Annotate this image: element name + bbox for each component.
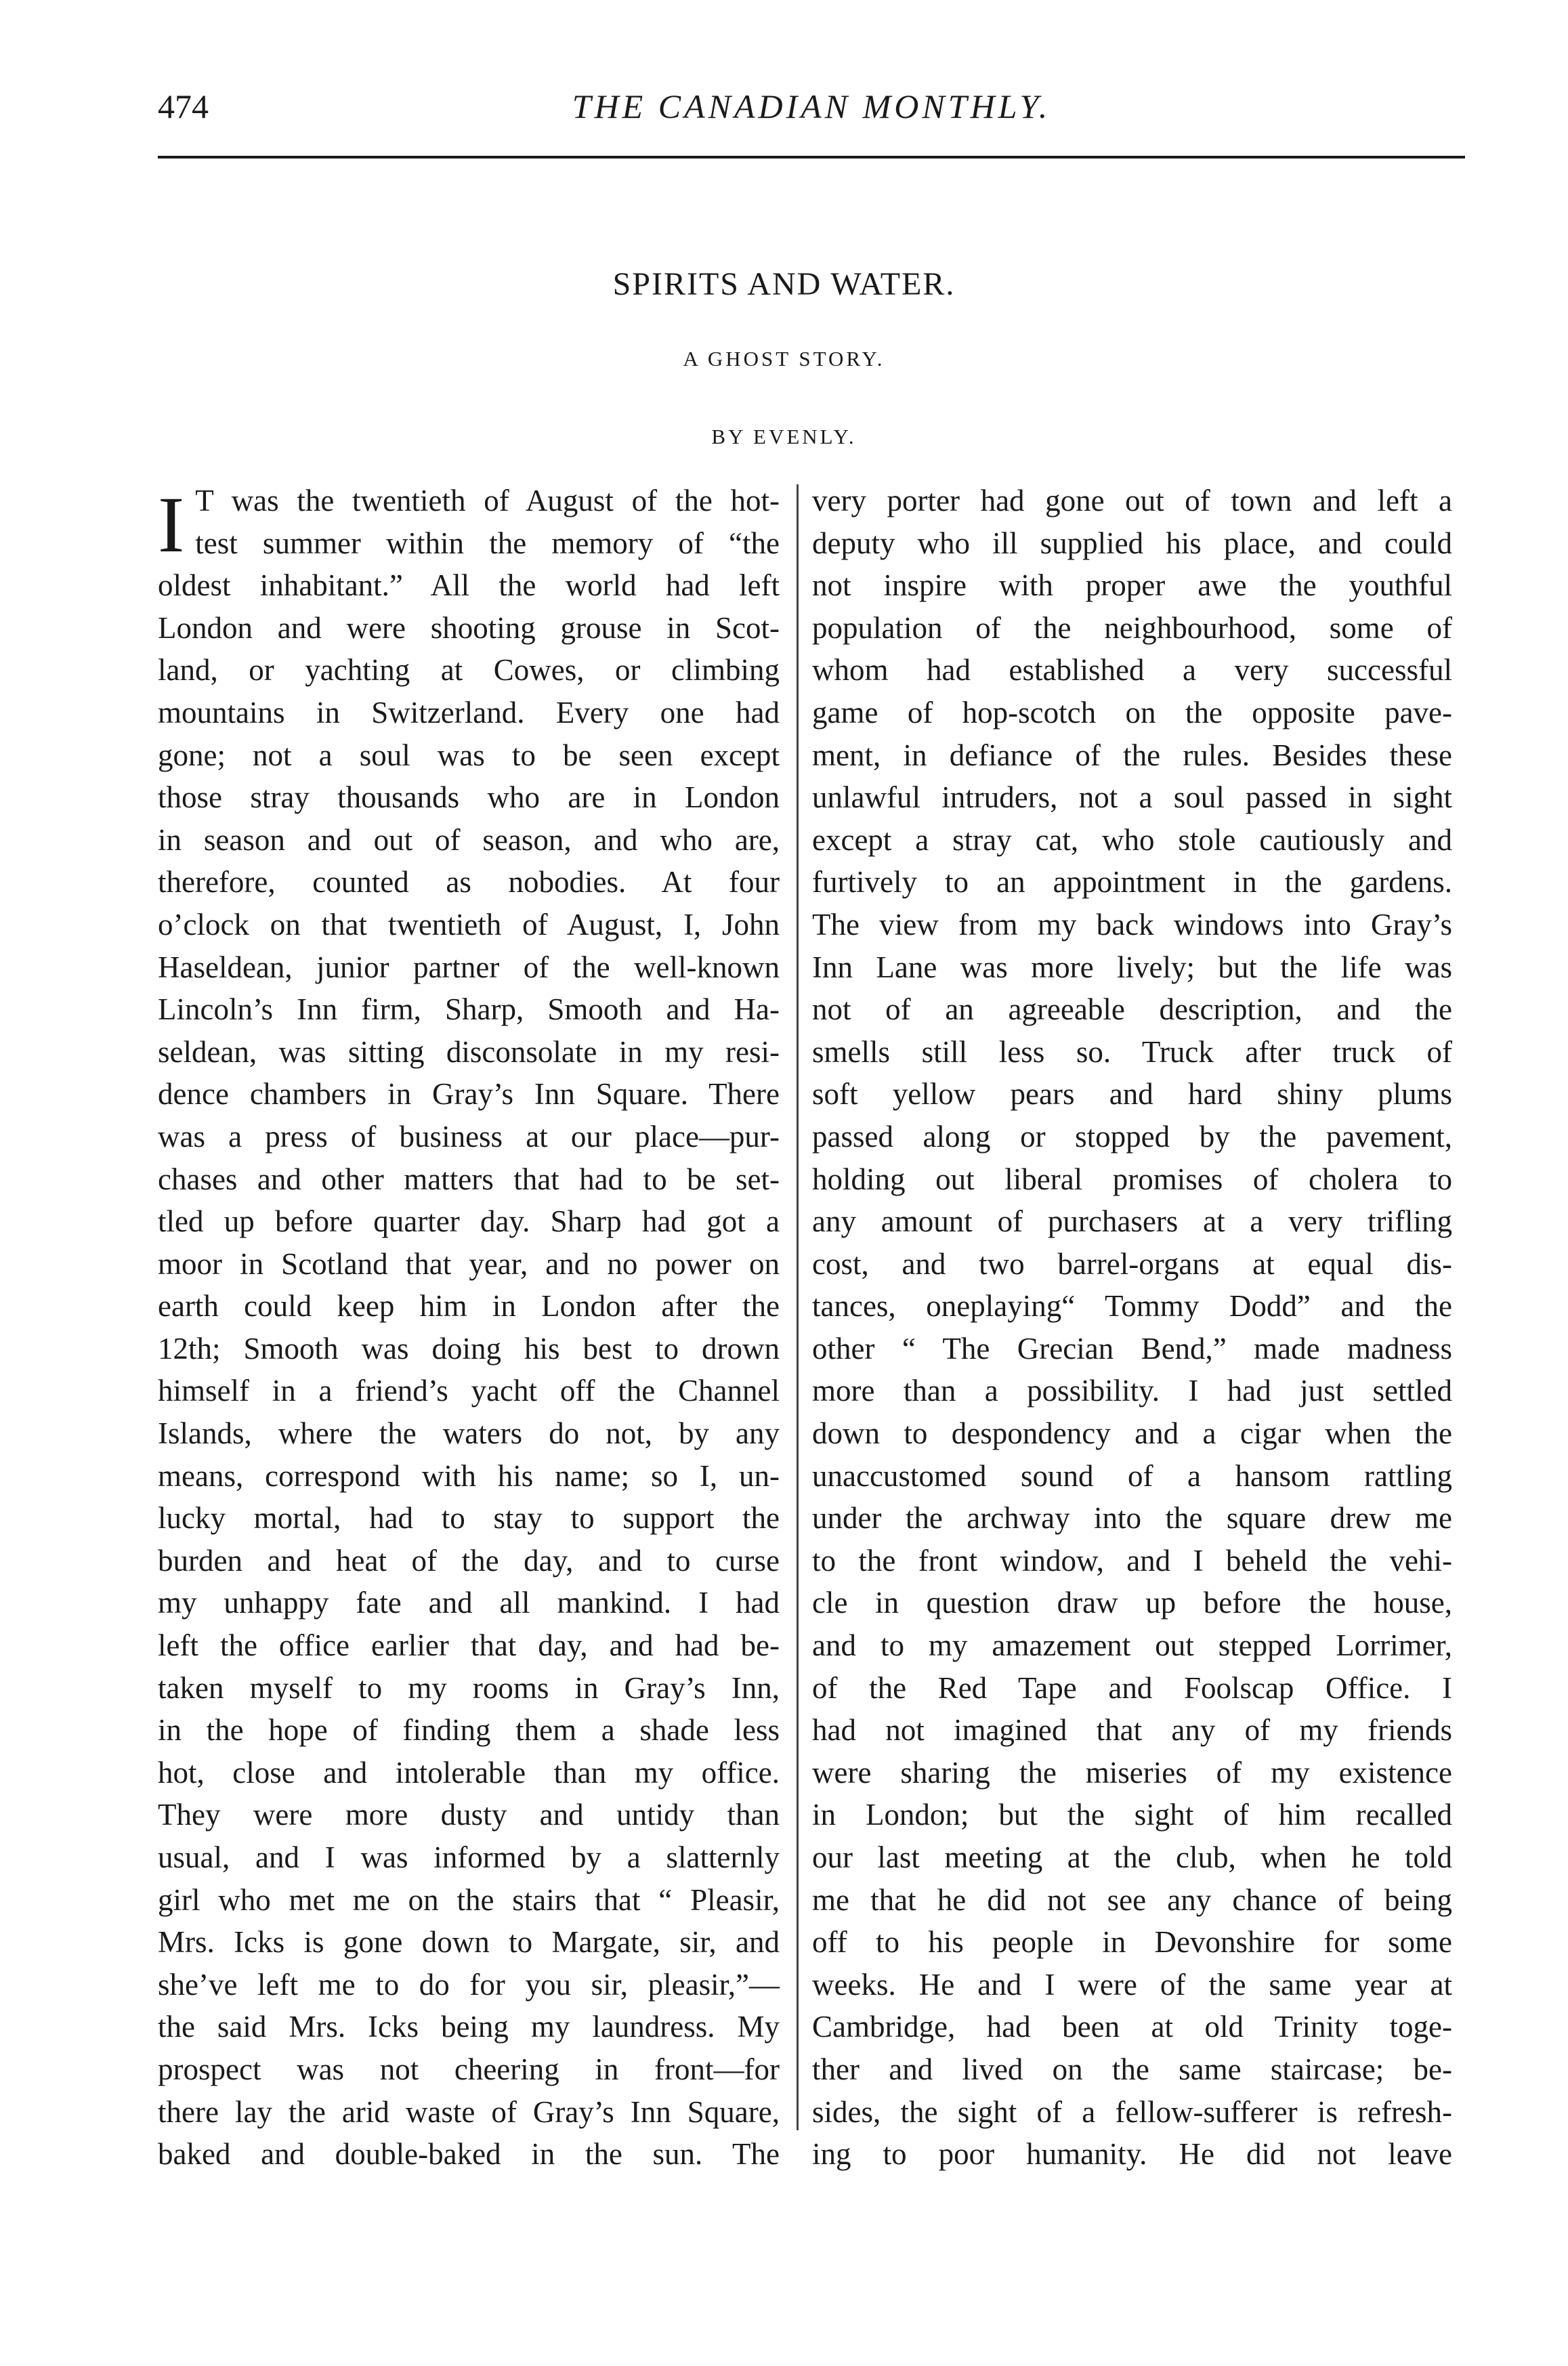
- text-line: taken myself to my rooms in Gray’s Inn,: [158, 1670, 780, 1705]
- text-line: hot, close and intolerable than my office.: [158, 1755, 780, 1790]
- text-line: girl who met me on the stairs that “ Pleasir,: [158, 1882, 780, 1917]
- text-line: left the office earlier that day, and had be-: [158, 1628, 780, 1663]
- text-line: 12th; Smooth was doing his best to drown: [158, 1331, 780, 1366]
- text-line: whom had established a very successful: [812, 653, 1452, 688]
- text-line: of the Red Tape and Foolscap Office. I: [812, 1670, 1452, 1705]
- text-line: prospect was not cheering in front—for: [158, 2052, 780, 2086]
- text-line: ther and lived on the same staircase; be-: [812, 2052, 1452, 2086]
- text-line: in season and out of season, and who are,: [158, 822, 780, 857]
- text-line: were sharing the miseries of my existence: [812, 1755, 1452, 1790]
- text-line: dence chambers in Gray’s Inn Square. There: [158, 1077, 780, 1112]
- text-line: unlawful intruders, not a soul passed in sight: [812, 780, 1452, 815]
- text-line: chases and other matters that had to be set-: [158, 1162, 780, 1196]
- text-line: cost, and two barrel-organs at equal dis-: [812, 1246, 1452, 1281]
- text-line: ment, in defiance of the rules. Besides these: [812, 738, 1452, 772]
- article-title: SPIRITS AND WATER.: [612, 266, 956, 302]
- text-line: holding out liberal promises of cholera to: [812, 1162, 1452, 1196]
- text-line: passed along or stopped by the pavement,: [812, 1119, 1452, 1154]
- text-line: seldean, was sitting disconsolate in my resi-: [158, 1034, 780, 1069]
- text-line: Lincoln’s Inn firm, Sharp, Smooth and Ha-: [158, 992, 780, 1027]
- right-column: [812, 480, 1452, 2176]
- page-number: 474: [158, 87, 209, 125]
- text-line: under the archway into the square drew me: [812, 1501, 1452, 1536]
- text-line: sides, the sight of a fellow-sufferer is refresh-: [812, 2094, 1452, 2129]
- text-line: Mrs. Icks is gone down to Margate, sir, and: [158, 1925, 780, 1960]
- text-line: usual, and I was informed by a slatternly: [158, 1840, 780, 1874]
- text-line: down to despondency and a cigar when the: [812, 1416, 1452, 1451]
- text-line: soft yellow pears and hard shiny plums: [812, 1077, 1452, 1112]
- text-line: ing to poor humanity. He did not leave: [812, 2137, 1452, 2172]
- text-line: deputy who ill supplied his place, and could: [812, 526, 1452, 560]
- header-rule: [158, 156, 1465, 159]
- text-line: there lay the arid waste of Gray’s Inn Square,: [158, 2094, 780, 2129]
- left-column: [158, 480, 780, 2176]
- text-line: oldest inhabitant.” All the world had left: [158, 568, 780, 603]
- column-divider: [797, 484, 799, 2130]
- text-line: T was the twentieth of August of the hot-: [195, 484, 780, 517]
- text-line: land, or yachting at Cowes, or climbing: [158, 653, 780, 688]
- text-line: she’ve left me to do for you sir, pleasir,”—: [158, 1967, 780, 2002]
- text-line: test summer within the memory of “the: [195, 526, 780, 560]
- text-line: Inn Lane was more lively; but the life was: [812, 950, 1452, 984]
- left-column-text: [158, 480, 780, 2176]
- article-subtitle: A GHOST STORY.: [683, 347, 885, 371]
- text-line: tances, oneplaying“ Tommy Dodd” and the: [812, 1289, 1452, 1324]
- right-column-text: [812, 480, 1452, 2176]
- text-line: mountains in Switzerland. Every one had: [158, 695, 780, 730]
- text-line: other “ The Grecian Bend,” made madness: [812, 1331, 1452, 1366]
- text-line: The view from my back windows into Gray’s: [812, 907, 1452, 942]
- text-line: Cambridge, had been at old Trinity toge-: [812, 2010, 1452, 2044]
- text-line: therefore, counted as nobodies. At four: [158, 865, 780, 900]
- text-line: burden and heat of the day, and to curse: [158, 1543, 780, 1578]
- text-line: our last meeting at the club, when he told: [812, 1840, 1452, 1874]
- text-line: baked and double-baked in the sun. The: [158, 2137, 780, 2172]
- text-line: Islands, where the waters do not, by any: [158, 1416, 780, 1451]
- text-line: to the front window, and I beheld the vehi-: [812, 1543, 1452, 1578]
- page-header: [158, 80, 1465, 134]
- text-line: moor in Scotland that year, and no power on: [158, 1246, 780, 1281]
- text-line: in the hope of finding them a shade less: [158, 1713, 780, 1748]
- text-line: except a stray cat, who stole cautiously and: [812, 822, 1452, 857]
- drop-cap: I: [158, 480, 185, 569]
- text-line: unaccustomed sound of a hansom rattling: [812, 1458, 1452, 1493]
- text-line: very porter had gone out of town and left a: [812, 484, 1452, 517]
- text-line: those stray thousands who are in London: [158, 780, 780, 815]
- text-line: weeks. He and I were of the same year at: [812, 1967, 1452, 2002]
- text-line: my unhappy fate and all mankind. I had: [158, 1586, 780, 1620]
- article-byline: BY EVENLY.: [711, 425, 857, 448]
- text-line: cle in question draw up before the house,: [812, 1586, 1452, 1620]
- text-line: not inspire with proper awe the youthful: [812, 568, 1452, 603]
- text-line: me that he did not see any chance of being: [812, 1882, 1452, 1917]
- text-line: game of hop-scotch on the opposite pave-: [812, 695, 1452, 730]
- text-line: in London; but the sight of him recalled: [812, 1798, 1452, 1832]
- text-line: tled up before quarter day. Sharp had got a: [158, 1204, 780, 1239]
- text-line: off to his people in Devonshire for some: [812, 1925, 1452, 1960]
- text-line: himself in a friend’s yacht off the Channel: [158, 1374, 780, 1408]
- text-line: population of the neighbourhood, some of: [812, 610, 1452, 645]
- text-line: and to my amazement out stepped Lorrimer,: [812, 1628, 1452, 1663]
- text-line: earth could keep him in London after the: [158, 1289, 780, 1324]
- text-line: had not imagined that any of my friends: [812, 1713, 1452, 1748]
- text-line: smells still less so. Truck after truck of: [812, 1034, 1452, 1069]
- text-line: o’clock on that twentieth of August, I, John: [158, 907, 780, 942]
- text-line: Haseldean, junior partner of the well-known: [158, 950, 780, 984]
- text-line: any amount of purchasers at a very trifling: [812, 1204, 1452, 1239]
- text-line: They were more dusty and untidy than: [158, 1798, 780, 1832]
- text-line: not of an agreeable description, and the: [812, 992, 1452, 1027]
- text-line: means, correspond with his name; so I, un-: [158, 1458, 780, 1493]
- text-line: furtively to an appointment in the gardens.: [812, 865, 1452, 900]
- text-line: more than a possibility. I had just settled: [812, 1374, 1452, 1408]
- running-title: THE CANADIAN MONTHLY.: [572, 87, 1051, 125]
- text-line: lucky mortal, had to stay to support the: [158, 1501, 780, 1536]
- text-line: was a press of business at our place—pur-: [158, 1119, 780, 1154]
- text-line: gone; not a soul was to be seen except: [158, 738, 780, 772]
- text-line: London and were shooting grouse in Scot-: [158, 610, 780, 645]
- text-line: the said Mrs. Icks being my laundress. My: [158, 2010, 780, 2044]
